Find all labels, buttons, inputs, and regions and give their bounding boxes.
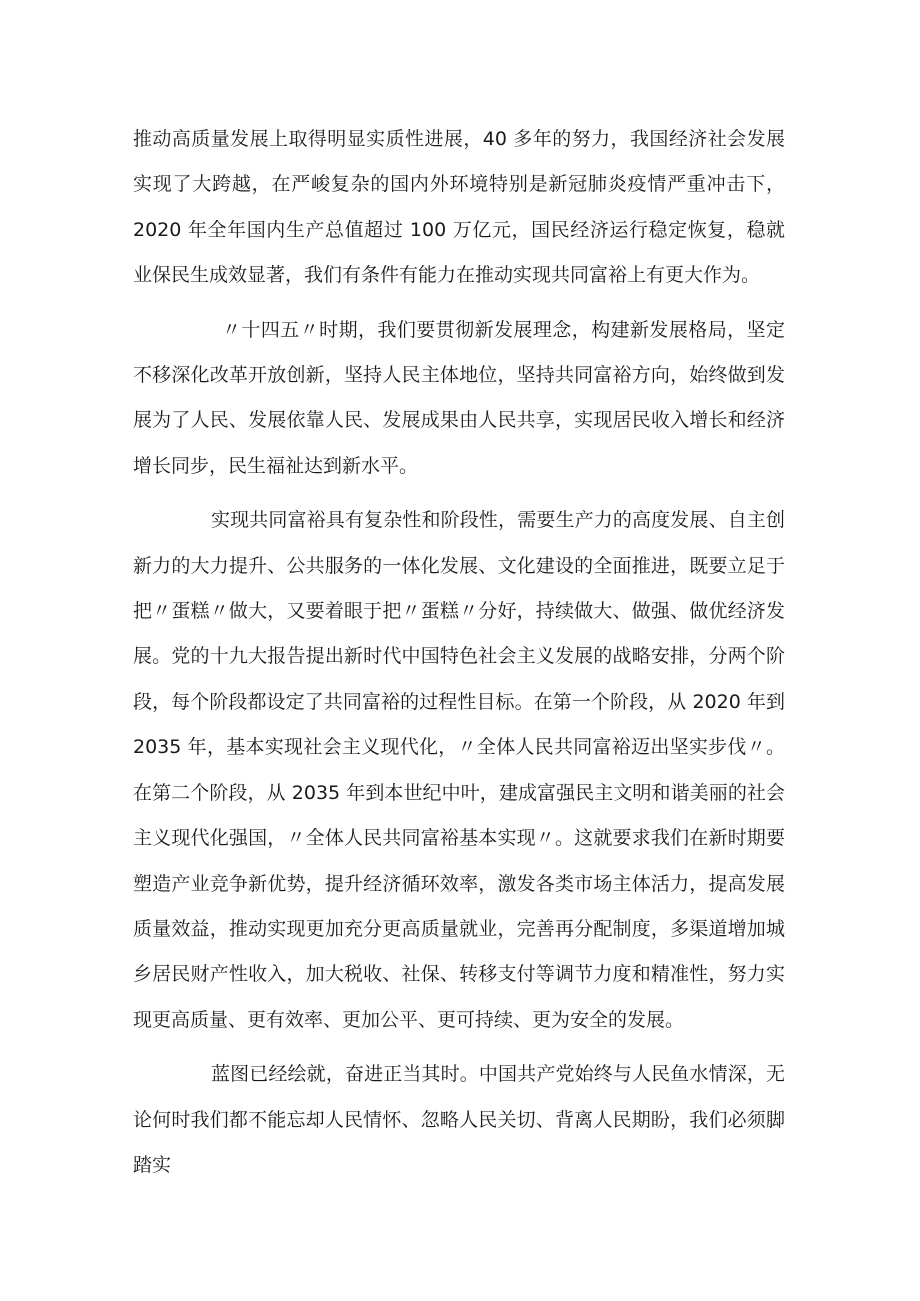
paragraph-3: 实现共同富裕具有复杂性和阶段性，需要生产力的高度发展、自主创新力的大力提升、公共服务的一体化发展、文化建设的全面推进，既要立足于把〃蛋糕〃做大，又要着眼于把〃蛋糕〃分好，持续做大、做强、做优经济发展。党的十九大报告提出新时代中国特色社会主义发展的战略安排，分两个阶段，每个阶段都设定了共同富裕的过程性目标。在第一个阶段，从 2020 年到 2035 年，基本实现社会主义现代化，〃全体人民共同富裕迈出坚实步伐〃。在第二个阶段，从 2035 年到本世纪中叶，建成富强民主文明和谐美丽的社会主义现代化强国，〃全体人民共同富裕基本实现〃。这就要求我们在新时期要塑造产业竞争新优势，提升经济循环效率，激发各类市场主体活力，提高发展质量效益，推动实现更加充分更高质量就业，完善再分配制度，多渠道增加城乡居民财产性收入，加大税收、社保、转移支付等调节力度和精准性，努力实现更高质量、更有效率、更加公平、更可持续、更为安全的发展。 bbox=[133, 509, 785, 1031]
paragraph-4: 蓝图已经绘就，奋进正当其时。中国共产党始终与人民鱼水情深，无论何时我们都不能忘却人民情怀、忽略人民关切、背离人民期盼，我们必须脚踏实 bbox=[133, 1063, 785, 1176]
paragraph-2: 〃十四五〃时期，我们要贯彻新发展理念，构建新发展格局，坚定不移深化改革开放创新，坚持人民主体地位，坚持共同富裕方向，始终做到发展为了人民、发展依靠人民、发展成果由人民共享，实现居民收入增长和经济增长同步，民生福祉达到新水平。 bbox=[133, 318, 785, 477]
paragraph-1: 推动高质量发展上取得明显实质性进展，40 多年的努力，我国经济社会发展实现了大跨越，在严峻复杂的国内外环境特别是新冠肺炎疫情严重冲击下，2020 年全年国内生产总值超过 100 万亿元，国民经济运行稳定恢复，稳就业保民生成效显著，我们有条件有能力在推动实现共同富裕上有更大作为。 bbox=[133, 128, 785, 287]
document-body bbox=[133, 117, 785, 1188]
